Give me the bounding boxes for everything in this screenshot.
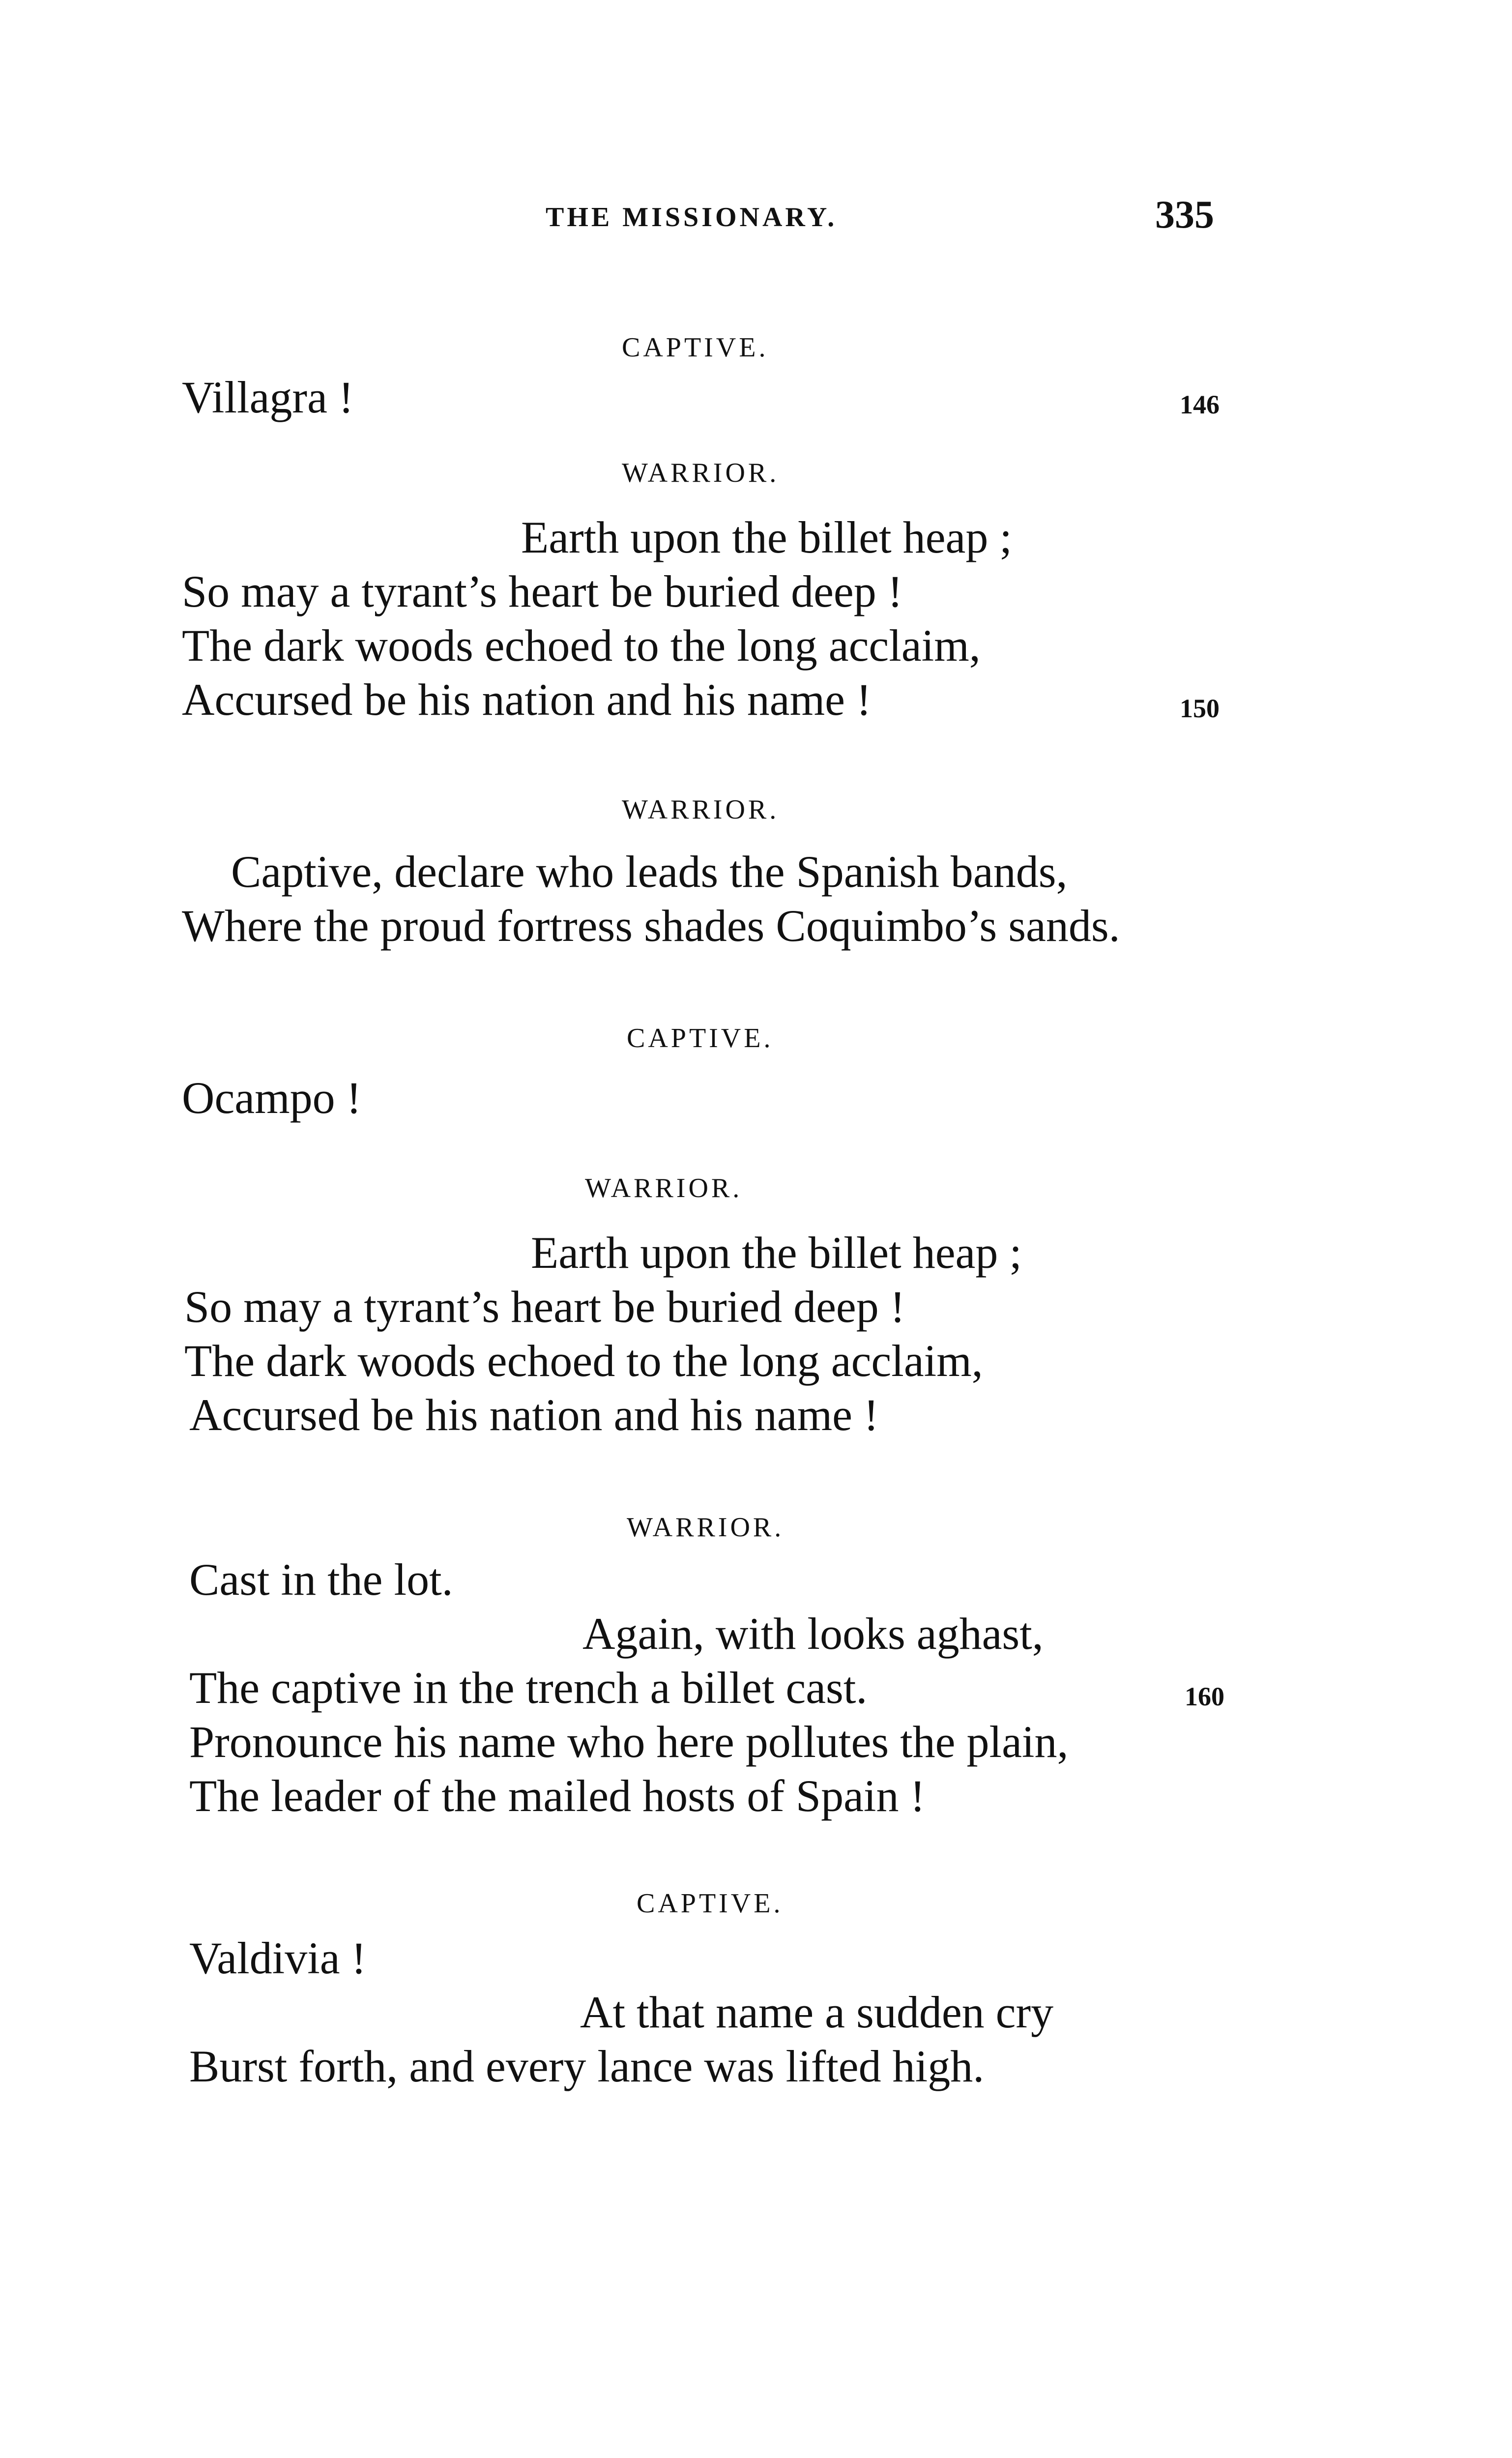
running-title: THE MISSIONARY. xyxy=(546,202,838,233)
verse-line: The dark woods echoed to the long acclaim, xyxy=(182,620,981,671)
speaker-captive: CAPTIVE. xyxy=(622,332,769,363)
verse-line: Captive, declare who leads the Spanish bands, xyxy=(231,847,1068,897)
verse-line: The captive in the trench a billet cast. xyxy=(189,1663,868,1713)
speaker-warrior: WARRIOR. xyxy=(622,794,780,825)
speaker-warrior: WARRIOR. xyxy=(627,1512,785,1543)
verse-line: The leader of the mailed hosts of Spain ! xyxy=(189,1771,926,1821)
line-number: 146 xyxy=(1180,390,1220,419)
speaker-captive: CAPTIVE. xyxy=(627,1023,774,1053)
verse-line: Earth upon the billet heap ; xyxy=(531,1228,1022,1278)
speaker-warrior: WARRIOR. xyxy=(622,458,780,488)
verse-line: Pronounce his name who here pollutes the plain, xyxy=(189,1717,1069,1767)
verse-line: The dark woods echoed to the long acclaim, xyxy=(184,1336,983,1386)
verse-line: Accursed be his nation and his name ! xyxy=(182,674,872,725)
verse-line: Valdivia ! xyxy=(189,1933,367,1983)
verse-line: Where the proud fortress shades Coquimbo’s sands. xyxy=(182,901,1120,951)
verse-line: So may a tyrant’s heart be buried deep ! xyxy=(184,1282,905,1332)
verse-line: So may a tyrant’s heart be buried deep ! xyxy=(182,566,903,616)
speaker-captive: CAPTIVE. xyxy=(637,1888,784,1919)
verse-line: Earth upon the billet heap ; xyxy=(521,512,1012,562)
verse-line: Ocampo ! xyxy=(182,1073,362,1123)
verse-line: At that name a sudden cry xyxy=(580,1987,1054,2037)
verse-line: Accursed be his nation and his name ! xyxy=(189,1390,879,1440)
line-number: 150 xyxy=(1180,694,1220,723)
verse-line: Burst forth, and every lance was lifted high. xyxy=(189,2041,985,2091)
line-number: 160 xyxy=(1185,1682,1224,1711)
speaker-warrior: WARRIOR. xyxy=(585,1173,743,1203)
verse-line: Cast in the lot. xyxy=(189,1554,453,1605)
verse-line: Again, with looks aghast, xyxy=(582,1609,1044,1659)
verse-line: Villagra ! xyxy=(182,372,354,422)
page-number: 335 xyxy=(1155,193,1214,236)
